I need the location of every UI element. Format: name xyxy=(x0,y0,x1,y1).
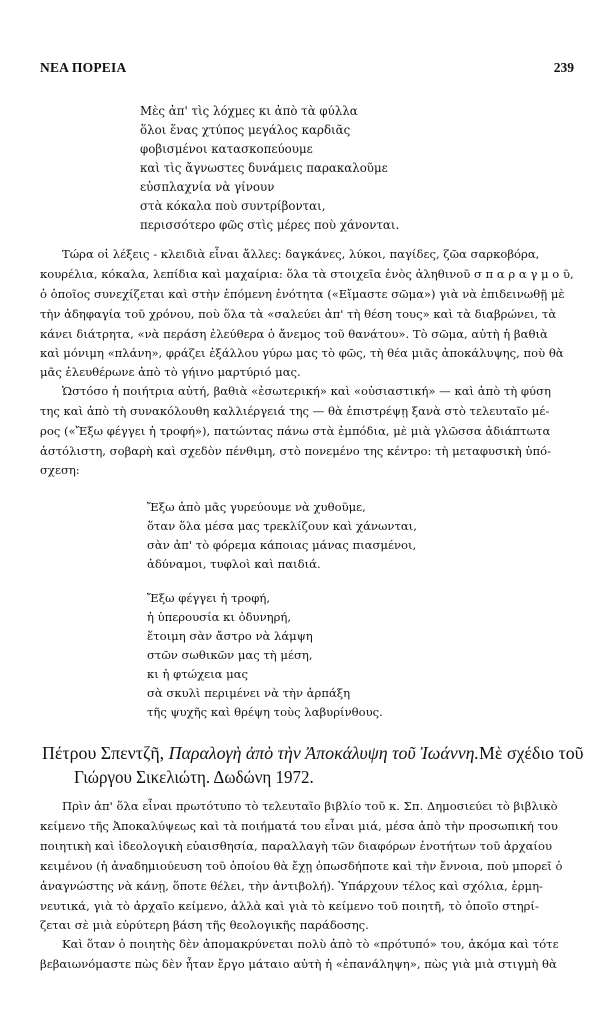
paragraph-line: ὁ ὁποῖος συνεχίζεται καὶ στὴν ἑπόμενη ἑνότητα («Εἴμαστε σῶμα») γιὰ νὰ ἐπιδεινωθῇ μὲ xyxy=(40,287,565,301)
review-heading-line-2: Γιώργου Σικελιώτη. Δωδώνη 1972. xyxy=(74,767,314,787)
poem-line: καὶ τὶς ἄγνωστες δυνάμεις παρακαλοῦμε xyxy=(140,161,388,175)
poem-line: στῶν σωθικῶν μας τὴ μέση, xyxy=(147,648,313,662)
paragraph-line: της καὶ ἀπὸ τὴ συνακόλουθη καλλιέργειά της — θὰ ἐπιστρέψῃ ξανὰ στὸ τελευταῖο μέ- xyxy=(40,404,550,418)
paragraph-line: κειμένου (ἡ ἀναδημιούευση τοῦ ὁποίου θὰ ἔχῃ ὁπωσδήποτε καὶ τὴν ἔννοια, ποὺ μπορεῖ ὁ xyxy=(40,859,563,873)
paragraph-line: βεβαιωνόμαστε πὼς δὲν ἦταν ἔργο μάταιο αὐτὴ ἡ «ἐπανάληψη», πὼς γιὰ μιὰ στιγμὴ θὰ xyxy=(40,957,557,971)
poem-line: περισσότερο φῶς στὶς μέρες ποὺ χάνονται. xyxy=(140,218,400,232)
paragraph-line: ἀναγνώστης νὰ κάνῃ, ὅποτε θέλει, τὴν ἀντιβολή). Ὑπάρχουν τέλος καὶ σχόλια, ἑρμη- xyxy=(40,879,543,893)
review-book-title: Παραλογὴ ἀπὸ τὴν Ἀποκάλυψη τοῦ Ἰωάννη. xyxy=(168,743,480,763)
poem-line: ὅταν ὅλα μέσα μας τρεκλίζουν καὶ χάνωνται, xyxy=(147,519,417,533)
journal-title: ΝΕΑ ΠΟΡΕΙΑ xyxy=(40,60,127,75)
poem-line: Ἔξω ἀπὸ μᾶς γυρεύουμε νὰ χυθοῦμε, xyxy=(147,500,366,514)
review-heading-rest: Μὲ σχέδιο τοῦ xyxy=(479,743,584,763)
paragraph-line: τὴν ἀδηφαγία τοῦ χρόνου, ποὺ ὅλα τὰ «σαλεύει ἀπ' τὴ θέση τους» καὶ τὰ διαβρώνει, τὰ xyxy=(40,307,557,321)
paragraph-line: μᾶς ἐλευθέρωνε ἀπὸ τὸ γήινο μαρτύριό μας. xyxy=(40,365,301,379)
poem-line: τῆς ψυχῆς καὶ θρέψη τοὺς λαβυρίνθους. xyxy=(147,705,383,719)
paragraph-line: νευτικά, γιὰ τὸ ἀρχαῖο κείμενο, ἀλλὰ καὶ γιὰ τὸ κείμενο τοῦ ποιητῆ, τὸ ὁποῖο στηρί- xyxy=(40,899,539,913)
poem-line: ἕτοιμη σὰν ἄστρο νὰ λάμψη xyxy=(147,629,313,643)
poem-line: ἡ ὑπερουσία κι ὀδυνηρή, xyxy=(147,610,292,624)
review-author: Πέτρου Σπεντζῆ, xyxy=(42,743,165,763)
paragraph-line: σχεση: xyxy=(40,463,80,477)
paragraph-line: κάνει διάτρητα, «νὰ περάση ἐλεύθερα ὁ ἄνεμος τοῦ θανάτου». Τὸ σῶμα, αὐτὴ ἡ βαθιὰ xyxy=(40,327,548,341)
poem-line: ἀδύναμοι, τυφλοὶ καὶ παιδιά. xyxy=(147,557,321,571)
poem-line: σὰ σκυλὶ περιμένει νὰ τὴν ἁρπάξη xyxy=(147,686,351,700)
paragraph-line: Ὡστόσο ἡ ποιήτρια αὐτή, βαθιὰ «ἐσωτερική» καὶ «οὐσιαστική» — καὶ ἀπὸ τὴ φύση xyxy=(62,384,551,398)
running-header xyxy=(40,60,574,80)
poem-line: ὅλοι ἕνας χτύπος μεγάλος καρδιᾶς xyxy=(140,123,351,137)
paragraph-line: Τώρα οἱ λέξεις - κλειδιὰ εἶναι ἄλλες: δαγκάνες, λύκοι, παγίδες, ζῶα σαρκοβόρα, xyxy=(62,247,540,261)
paragraph-line: ζεται σὲ μιὰ εὐρύτερη βάση τῆς θεολογικῆς παράδοσης. xyxy=(40,918,369,932)
poem-line: Μὲς ἀπ' τὶς λόχμες κι ἀπὸ τὰ φύλλα xyxy=(140,104,358,118)
poem-line: εὐσπλαχνία νὰ γίνουν xyxy=(140,180,275,194)
paragraph-line: ρος («Ἔξω φέγγει ἡ τροφή»), πατώντας πάνω στὰ ἐμπόδια, μὲ μιὰ γλῶσσα ἀδιάπτωτα xyxy=(40,424,551,438)
paragraph-line: ἀστόλιστη, σοβαρὴ καὶ σχεδὸν πένθιμη, στὸ πονεμένο της κέντρο: τὴ μεταφυσικὴ ὑπό- xyxy=(40,444,551,458)
poem-line: φοβισμένοι κατασκοπεύουμε xyxy=(140,142,313,156)
review-heading-line-1 xyxy=(42,743,584,763)
paragraph-line: Καὶ ὅταν ὁ ποιητὴς δὲν ἀπομακρύνεται πολὺ ἀπὸ τὸ «πρότυπό» του, ἀκόμα καὶ τότε xyxy=(62,937,559,951)
poem-line: κι ἡ φτώχεια μας xyxy=(147,667,249,681)
paragraph-line: καὶ μόνιμη «πλάνη», φράζει ἐξάλλου γύρω μας τὸ φῶς, τὴ θέα μιᾶς ἀποκάλυψης, ποὺ θὰ xyxy=(40,346,564,360)
paragraph-line: κείμενο τῆς Ἀποκαλύψεως καὶ τὰ ποιήματά του εἶναι μιά, μέσα ἀπὸ τὴν προσωπική του xyxy=(40,819,558,833)
poem-line: σὰν ἀπ' τὸ φόρεμα κάποιας μάνας πιασμένοι, xyxy=(147,538,417,552)
paragraph-line: Πρὶν ἀπ' ὅλα εἶναι πρωτότυπο τὸ τελευταῖο βιβλίο τοῦ κ. Σπ. Δημοσιεύει τὸ βιβλικὸ xyxy=(62,799,558,813)
page-number: 239 xyxy=(553,60,574,75)
paragraph-line: κουρέλια, κόκαλα, λεπίδια καὶ μαχαίρια: ὅλα τὰ στοιχεῖα ἑνὸς ἀληθινοῦ σ π α ρ α γ μ ο ῦ, xyxy=(40,267,574,281)
paragraph-line: ποιητικὴ καὶ ἰδεολογικὴ εὐαισθησία, παραλλαγὴ τῶν διαφόρων ἑνοτήτων τοῦ ἀρχαίου xyxy=(40,839,553,853)
poem-line: Ἔξω φέγγει ἡ τροφή, xyxy=(147,591,271,605)
poem-line: στὰ κόκαλα ποὺ συντρίβονται, xyxy=(140,199,326,213)
